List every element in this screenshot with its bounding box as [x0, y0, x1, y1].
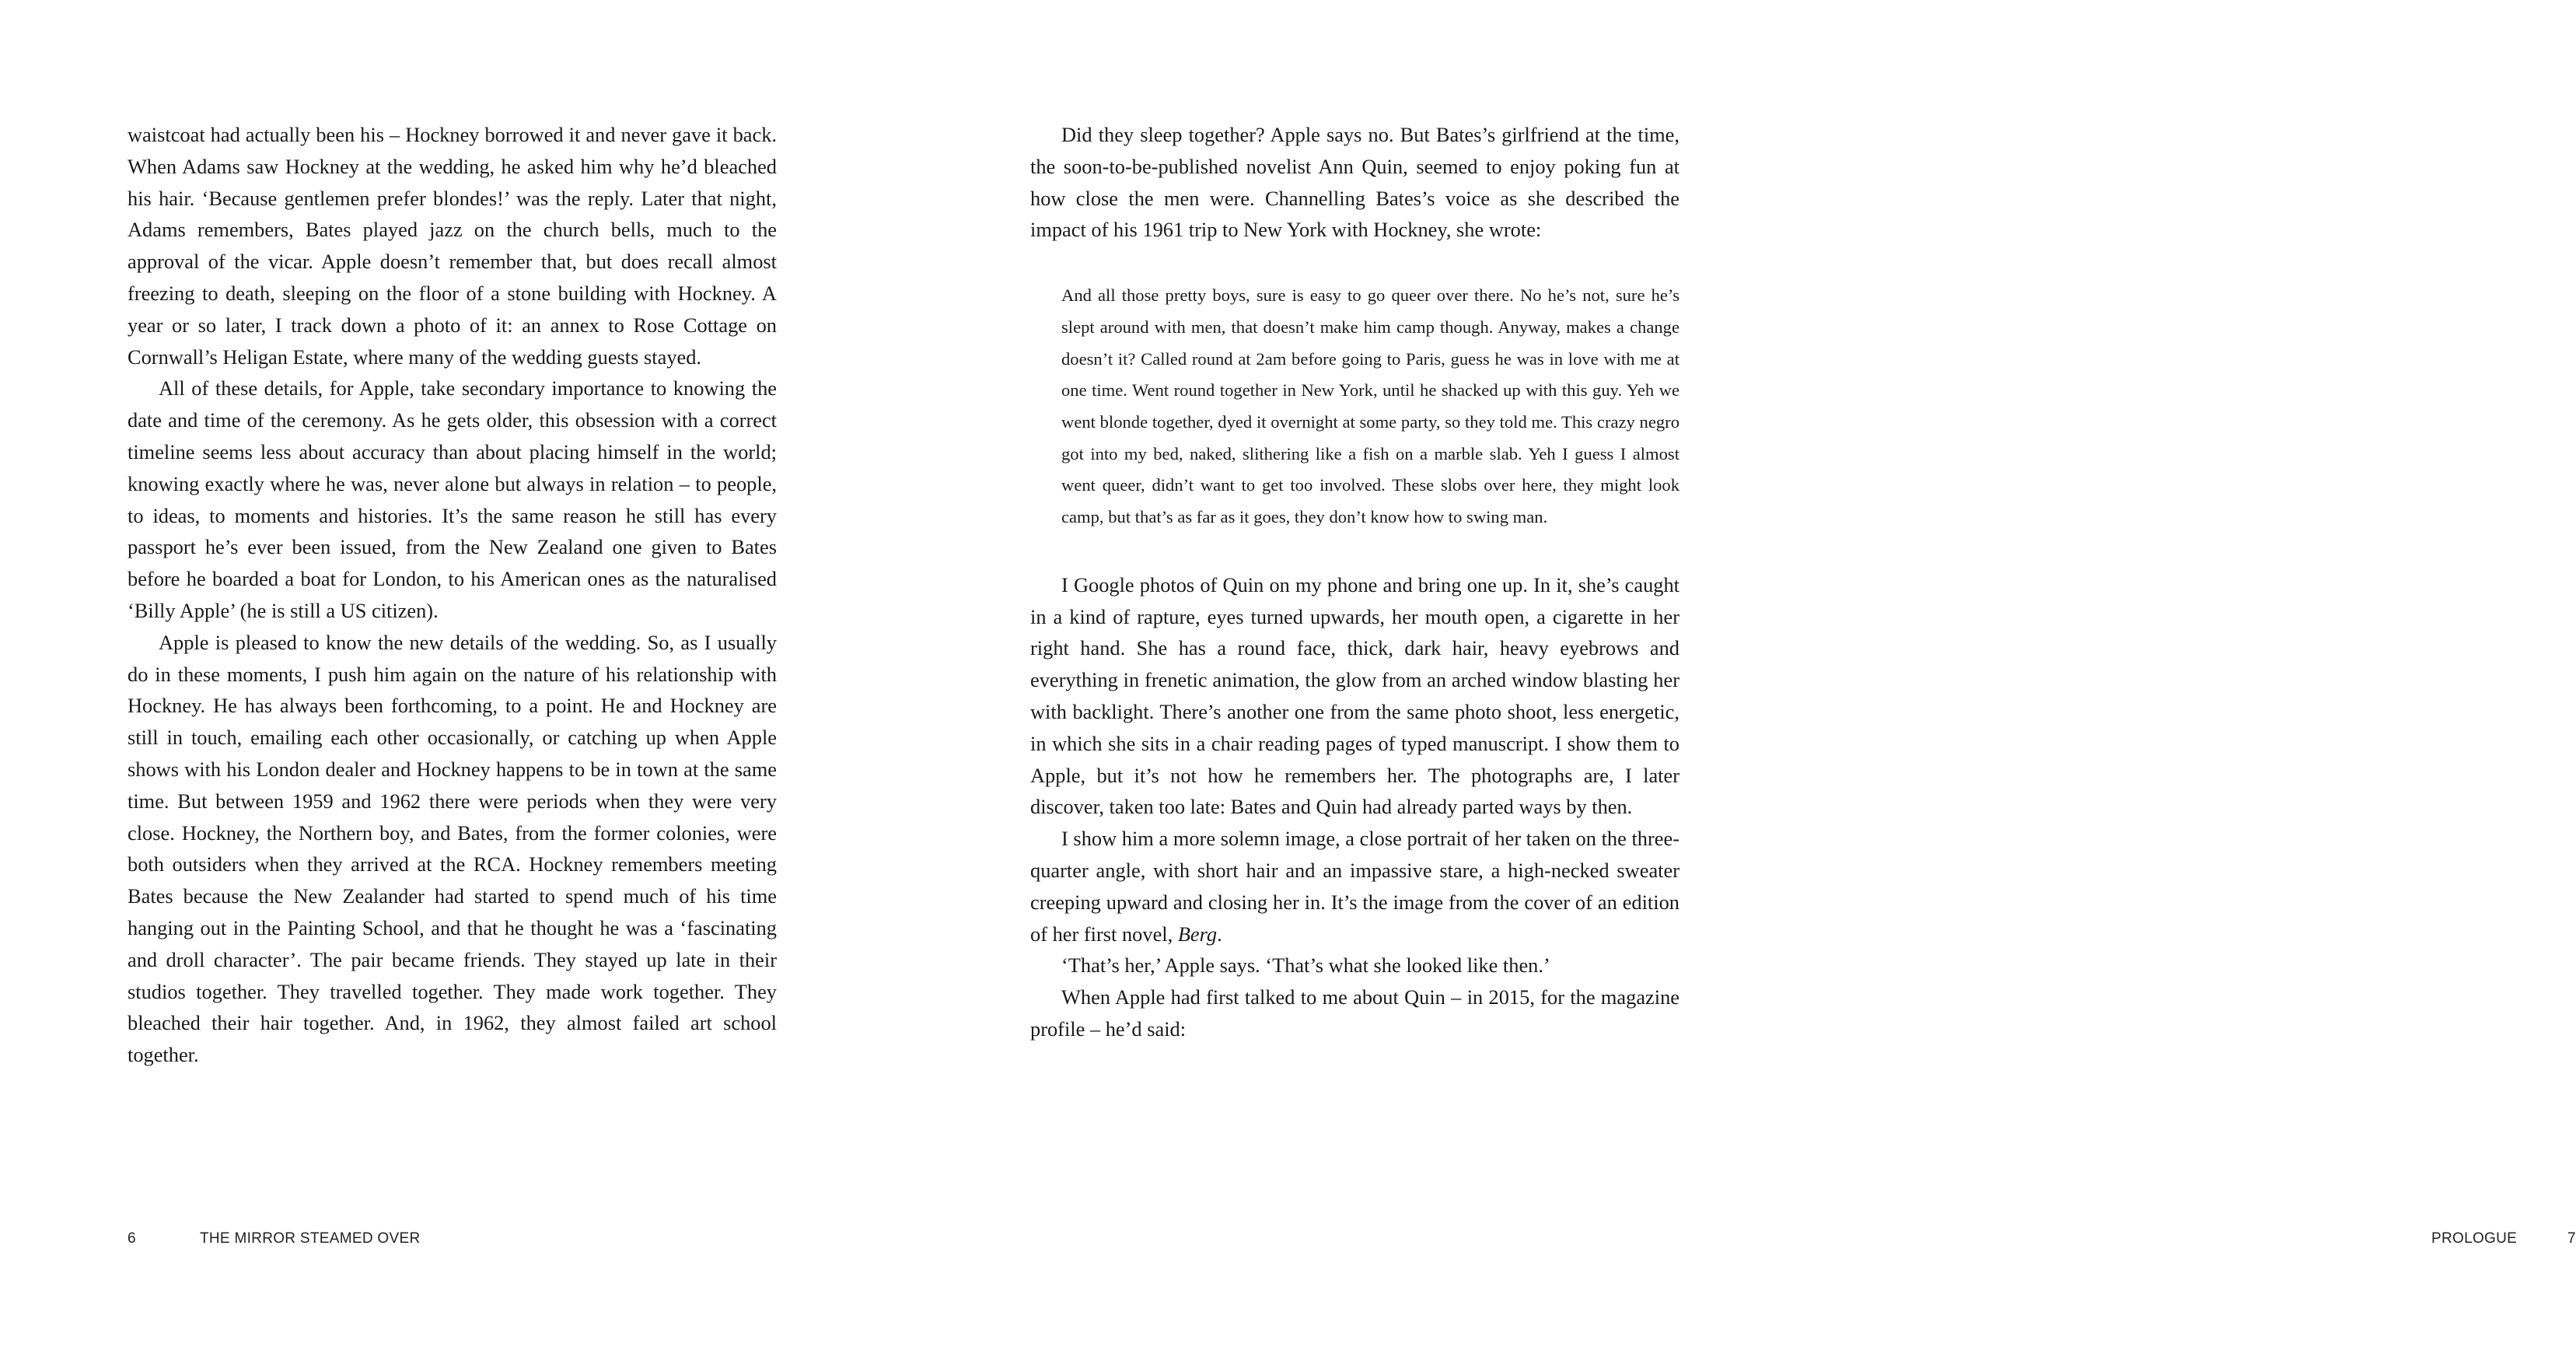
- paragraph-text: .: [1217, 922, 1222, 946]
- left-page-body: [128, 119, 777, 1071]
- body-paragraph: All of these details, for Apple, take secondary importance to knowing the date and time of the ceremony. As he gets older, this obsession with a correct timeline seems less about accuracy than about placing himself in the world; knowing exactly where he was, never alone but always in relation – to people, to ideas, to moments and histories. It’s the same reason he still has every passport he’s ever been issued, from the New Zealand one given to Bates before he boarded a boat for London, to his American ones as the naturalised ‘Billy Apple’ (he is still a US citizen).: [128, 376, 777, 622]
- running-head-chapter: PROLOGUE: [2431, 1230, 2518, 1247]
- left-page: [0, 0, 897, 1347]
- body-paragraph: Apple is pleased to know the new details of the wedding. So, as I usually do in these moments, I push him again on the nature of his relationship with Hockney. He has always been forthcoming, to a point. He and Hockney are still in touch, emailing each other occasionally, or catching up when Apple shows with his London dealer and Hockney happens to be in town at the same time. But between 1959 and 1962 there were periods when they were very close. Hockney, the Northern boy, and Bates, from the former colonies, were both outsiders when they arrived at the RCA. Hockney remembers meeting Bates because the New Zealander had started to spend much of his time hanging out in the Painting School, and that he thought he was a ‘fascinating and droll character’. The pair became friends. They stayed up late in their studios together. They travelled together. They made work together. They bleached their hair together. And, in 1962, they almost failed art school together.: [128, 630, 777, 1067]
- page-number: 6: [128, 1230, 136, 1247]
- right-page-body: [1030, 119, 1679, 1045]
- block-quote: And all those pretty boys, sure is easy to go queer over there. No he’s not, sure he’s slept around with men, that doesn’t make him camp though. Anyway, makes a change doesn’t it? Called round at 2am before going to Paris, guess he was in love with me at one time. Went round together in New York, until he shacked up with this guy. Yeh we went blonde together, dyed it overnight at some party, so they told me. This crazy negro got into my bed, naked, slithering like a fish on a marble slab. Yeh I guess I almost went queer, didn’t want to get too involved. These slobs over here, they might look camp, but that’s as far as it goes, they don’t know how to swing man.: [1061, 285, 1679, 527]
- body-paragraph: waistcoat had actually been his – Hockney borrowed it and never gave it back. When Adams saw Hockney at the wedding, he asked him why he’d bleached his hair. ‘Because gentlemen prefer blondes!’ was the reply. Later that night, Adams remembers, Bates played jazz on the church bells, much to the approval of the vicar. Apple doesn’t remember that, but does recall almost freezing to death, sleeping on the floor of a stone building with Hockney. A year or so later, I track down a photo of it: an annex to Rose Cottage on Cornwall’s Heligan Estate, where many of the wedding guests stayed.: [128, 123, 777, 369]
- paragraph-text: I show him a more solemn image, a close portrait of her taken on the three-quarter angle, with short hair and an impassive stare, a high-necked sweater creeping upward and closing her in. It’s the image from the cover of an edition of her first novel,: [1030, 827, 1679, 946]
- book-title-italic: Berg: [1177, 922, 1218, 946]
- running-head-book-title: THE MIRROR STEAMED OVER: [200, 1230, 421, 1247]
- body-paragraph: I Google photos of Quin on my phone and bring one up. In it, she’s caught in a kind of rapture, eyes turned upwards, her mouth open, a cigarette in her right hand. She has a round face, thick, dark hair, heavy eyebrows and everything in frenetic animation, the glow from an arched window blasting her with backlight. There’s another one from the same photo shoot, less energetic, in which she sits in a chair reading pages of typed manuscript. I show them to Apple, but it’s not how he remembers her. The photographs are, I later discover, taken too late: Bates and Quin had already parted ways by then.: [1030, 572, 1679, 819]
- right-page: [897, 0, 2576, 1347]
- body-paragraph: ‘That’s her,’ Apple says. ‘That’s what she looked like then.’: [1061, 953, 1550, 978]
- body-paragraph: [1030, 823, 1679, 950]
- body-paragraph: Did they sleep together? Apple says no. But Bates’s girlfriend at the time, the soon-to-be-published novelist Ann Quin, seemed to enjoy poking fun at how close the men were. Channelling Bates’s voice as she described the impact of his 1961 trip to New York with Hockney, she wrote:: [1030, 123, 1679, 242]
- body-paragraph: When Apple had first talked to me about Quin – in 2015, for the magazine profile – he’d said:: [1030, 985, 1679, 1041]
- page-number: 7: [2567, 1230, 2576, 1247]
